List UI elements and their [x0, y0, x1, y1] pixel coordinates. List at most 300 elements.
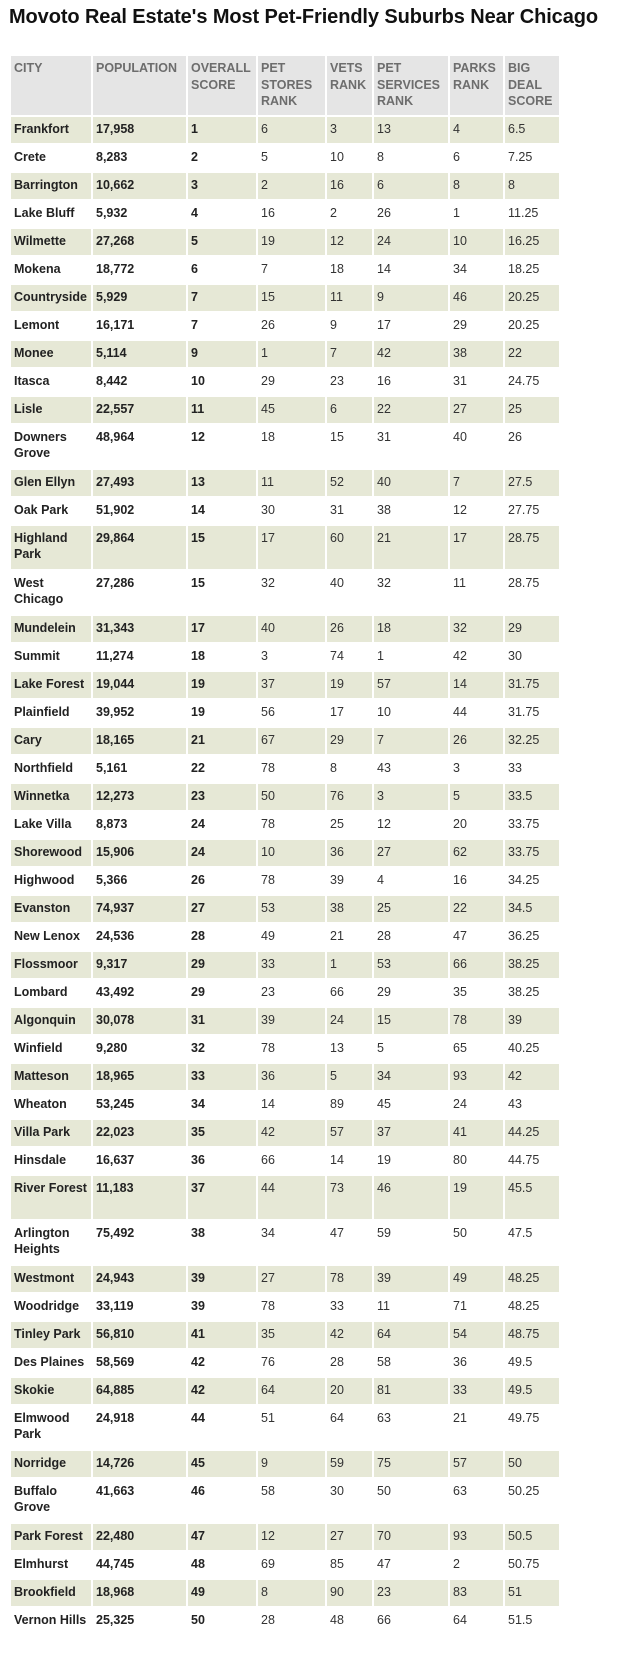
table-row: [10, 172, 560, 200]
table-row: [10, 228, 560, 256]
cell-population: 5,114: [92, 340, 187, 368]
cell-population: 18,165: [92, 727, 187, 755]
cell-vets-rank: 8: [326, 755, 373, 783]
cell-parks-rank: 24: [449, 1091, 504, 1119]
cell-pet-stores-rank: 53: [257, 895, 326, 923]
table-row: [10, 1063, 560, 1091]
table-row: [10, 1091, 560, 1119]
cell-pet-services-rank: 70: [373, 1523, 449, 1551]
cell-city: Shorewood: [10, 839, 92, 867]
cell-vets-rank: 16: [326, 172, 373, 200]
cell-pet-stores-rank: 26: [257, 312, 326, 340]
cell-parks-rank: 49: [449, 1265, 504, 1293]
cell-city: Summit: [10, 643, 92, 671]
cell-overall-score: 7: [187, 284, 257, 312]
cell-big-deal-score: 33.75: [504, 811, 560, 839]
cell-big-deal-score: 26: [504, 424, 560, 469]
cell-vets-rank: 21: [326, 923, 373, 951]
cell-big-deal-score: 48.25: [504, 1293, 560, 1321]
cell-vets-rank: 7: [326, 340, 373, 368]
cell-vets-rank: 11: [326, 284, 373, 312]
cell-vets-rank: 2: [326, 200, 373, 228]
cell-big-deal-score: 34.5: [504, 895, 560, 923]
cell-overall-score: 33: [187, 1063, 257, 1091]
cell-parks-rank: 62: [449, 839, 504, 867]
cell-overall-score: 15: [187, 570, 257, 615]
cell-vets-rank: 28: [326, 1349, 373, 1377]
cell-population: 33,119: [92, 1293, 187, 1321]
cell-parks-rank: 78: [449, 1007, 504, 1035]
table-row: [10, 424, 560, 469]
cell-big-deal-score: 43: [504, 1091, 560, 1119]
cell-city: Crete: [10, 144, 92, 172]
cell-population: 27,493: [92, 469, 187, 497]
cell-parks-rank: 65: [449, 1035, 504, 1063]
cell-vets-rank: 9: [326, 312, 373, 340]
cell-parks-rank: 12: [449, 497, 504, 525]
cell-pet-services-rank: 46: [373, 1175, 449, 1220]
table-row: [10, 1265, 560, 1293]
cell-parks-rank: 80: [449, 1147, 504, 1175]
cell-vets-rank: 27: [326, 1523, 373, 1551]
cell-parks-rank: 44: [449, 699, 504, 727]
cell-pet-services-rank: 29: [373, 979, 449, 1007]
cell-city: Itasca: [10, 368, 92, 396]
cell-pet-stores-rank: 9: [257, 1450, 326, 1478]
cell-pet-services-rank: 31: [373, 424, 449, 469]
cell-overall-score: 29: [187, 951, 257, 979]
cell-overall-score: 42: [187, 1349, 257, 1377]
cell-city: Highland Park: [10, 525, 92, 570]
cell-overall-score: 45: [187, 1450, 257, 1478]
cell-pet-services-rank: 47: [373, 1551, 449, 1579]
cell-pet-services-rank: 43: [373, 755, 449, 783]
cell-pet-services-rank: 45: [373, 1091, 449, 1119]
cell-pet-services-rank: 81: [373, 1377, 449, 1405]
cell-pet-stores-rank: 28: [257, 1607, 326, 1652]
cell-population: 18,968: [92, 1579, 187, 1607]
cell-city: Plainfield: [10, 699, 92, 727]
cell-vets-rank: 52: [326, 469, 373, 497]
cell-pet-services-rank: 64: [373, 1321, 449, 1349]
cell-pet-services-rank: 19: [373, 1147, 449, 1175]
cell-parks-rank: 10: [449, 228, 504, 256]
cell-pet-services-rank: 11: [373, 1293, 449, 1321]
table-row: [10, 1175, 560, 1220]
cell-city: Downers Grove: [10, 424, 92, 469]
cell-overall-score: 44: [187, 1405, 257, 1450]
cell-city: Flossmoor: [10, 951, 92, 979]
cell-population: 8,442: [92, 368, 187, 396]
table-row: [10, 340, 560, 368]
cell-overall-score: 31: [187, 1007, 257, 1035]
cell-big-deal-score: 31.75: [504, 671, 560, 699]
table-row: [10, 144, 560, 172]
cell-overall-score: 12: [187, 424, 257, 469]
cell-overall-score: 14: [187, 497, 257, 525]
cell-population: 22,023: [92, 1119, 187, 1147]
cell-city: Des Plaines: [10, 1349, 92, 1377]
cell-city: Woodridge: [10, 1293, 92, 1321]
table-row: [10, 755, 560, 783]
cell-population: 24,536: [92, 923, 187, 951]
cell-big-deal-score: 33: [504, 755, 560, 783]
cell-pet-stores-rank: 64: [257, 1377, 326, 1405]
cell-city: River Forest: [10, 1175, 92, 1220]
cell-population: 24,918: [92, 1405, 187, 1450]
cell-city: Evanston: [10, 895, 92, 923]
page-title: Movoto Real Estate's Most Pet-Friendly Suburbs Near Chicago: [9, 6, 598, 28]
table-row: [10, 1321, 560, 1349]
cell-big-deal-score: 38.25: [504, 979, 560, 1007]
cell-vets-rank: 29: [326, 727, 373, 755]
cell-population: 58,569: [92, 1349, 187, 1377]
cell-big-deal-score: 22: [504, 340, 560, 368]
table-row: [10, 570, 560, 615]
cell-pet-services-rank: 23: [373, 1579, 449, 1607]
header-row: [10, 55, 560, 116]
cell-city: Winfield: [10, 1035, 92, 1063]
cell-pet-stores-rank: 12: [257, 1523, 326, 1551]
cell-city: Lake Forest: [10, 671, 92, 699]
cell-pet-services-rank: 6: [373, 172, 449, 200]
cell-parks-rank: 11: [449, 570, 504, 615]
cell-population: 22,480: [92, 1523, 187, 1551]
cell-pet-stores-rank: 3: [257, 643, 326, 671]
cell-pet-stores-rank: 78: [257, 1035, 326, 1063]
table-row: [10, 525, 560, 570]
column-header-vets-rank: VETS RANK: [326, 55, 373, 116]
cell-city: Buffalo Grove: [10, 1478, 92, 1523]
cell-city: Oak Park: [10, 497, 92, 525]
table-row: [10, 979, 560, 1007]
cell-pet-stores-rank: 78: [257, 867, 326, 895]
cell-pet-services-rank: 53: [373, 951, 449, 979]
cell-pet-services-rank: 66: [373, 1607, 449, 1652]
cell-parks-rank: 17: [449, 525, 504, 570]
cell-city: Villa Park: [10, 1119, 92, 1147]
cell-big-deal-score: 7.25: [504, 144, 560, 172]
cell-vets-rank: 14: [326, 1147, 373, 1175]
cell-big-deal-score: 18.25: [504, 256, 560, 284]
cell-vets-rank: 26: [326, 615, 373, 643]
cell-population: 75,492: [92, 1220, 187, 1265]
cell-population: 25,325: [92, 1607, 187, 1652]
table-row: [10, 1035, 560, 1063]
cell-pet-services-rank: 9: [373, 284, 449, 312]
cell-parks-rank: 47: [449, 923, 504, 951]
table-row: [10, 727, 560, 755]
cell-vets-rank: 31: [326, 497, 373, 525]
cell-parks-rank: 27: [449, 396, 504, 424]
cell-pet-services-rank: 22: [373, 396, 449, 424]
table-row: [10, 1405, 560, 1450]
cell-vets-rank: 85: [326, 1551, 373, 1579]
cell-population: 15,906: [92, 839, 187, 867]
cell-overall-score: 37: [187, 1175, 257, 1220]
cell-pet-stores-rank: 78: [257, 755, 326, 783]
cell-big-deal-score: 44.75: [504, 1147, 560, 1175]
cell-pet-stores-rank: 56: [257, 699, 326, 727]
cell-pet-services-rank: 39: [373, 1265, 449, 1293]
column-header-big-deal-score: BIG DEAL SCORE: [504, 55, 560, 116]
cell-parks-rank: 21: [449, 1405, 504, 1450]
pet-friendly-suburbs-table: [9, 54, 561, 1653]
cell-pet-services-rank: 25: [373, 895, 449, 923]
cell-pet-services-rank: 37: [373, 1119, 449, 1147]
cell-vets-rank: 40: [326, 570, 373, 615]
cell-pet-stores-rank: 6: [257, 116, 326, 144]
cell-population: 19,044: [92, 671, 187, 699]
cell-city: Elmhurst: [10, 1551, 92, 1579]
cell-population: 5,929: [92, 284, 187, 312]
cell-pet-stores-rank: 15: [257, 284, 326, 312]
cell-population: 16,171: [92, 312, 187, 340]
cell-big-deal-score: 44.25: [504, 1119, 560, 1147]
cell-vets-rank: 3: [326, 116, 373, 144]
cell-overall-score: 42: [187, 1377, 257, 1405]
cell-big-deal-score: 36.25: [504, 923, 560, 951]
cell-vets-rank: 57: [326, 1119, 373, 1147]
cell-parks-rank: 35: [449, 979, 504, 1007]
cell-vets-rank: 15: [326, 424, 373, 469]
cell-pet-services-rank: 40: [373, 469, 449, 497]
cell-big-deal-score: 30: [504, 643, 560, 671]
cell-parks-rank: 14: [449, 671, 504, 699]
cell-overall-score: 38: [187, 1220, 257, 1265]
cell-city: Elmwood Park: [10, 1405, 92, 1450]
cell-overall-score: 7: [187, 312, 257, 340]
cell-city: Wheaton: [10, 1091, 92, 1119]
table-row: [10, 1007, 560, 1035]
cell-parks-rank: 42: [449, 643, 504, 671]
cell-city: Arlington Heights: [10, 1220, 92, 1265]
cell-population: 12,273: [92, 783, 187, 811]
table-row: [10, 469, 560, 497]
cell-population: 11,274: [92, 643, 187, 671]
cell-city: Vernon Hills: [10, 1607, 92, 1652]
cell-population: 53,245: [92, 1091, 187, 1119]
table-row: [10, 200, 560, 228]
cell-overall-score: 34: [187, 1091, 257, 1119]
cell-population: 18,772: [92, 256, 187, 284]
cell-pet-services-rank: 50: [373, 1478, 449, 1523]
cell-pet-stores-rank: 33: [257, 951, 326, 979]
cell-population: 17,958: [92, 116, 187, 144]
cell-overall-score: 6: [187, 256, 257, 284]
cell-vets-rank: 60: [326, 525, 373, 570]
cell-big-deal-score: 6.5: [504, 116, 560, 144]
cell-pet-services-rank: 34: [373, 1063, 449, 1091]
cell-parks-rank: 5: [449, 783, 504, 811]
cell-parks-rank: 6: [449, 144, 504, 172]
cell-city: Lake Bluff: [10, 200, 92, 228]
cell-pet-stores-rank: 69: [257, 1551, 326, 1579]
cell-vets-rank: 38: [326, 895, 373, 923]
table-row: [10, 1220, 560, 1265]
table-row: [10, 116, 560, 144]
cell-city: Park Forest: [10, 1523, 92, 1551]
cell-big-deal-score: 28.75: [504, 525, 560, 570]
cell-city: Cary: [10, 727, 92, 755]
cell-pet-stores-rank: 16: [257, 200, 326, 228]
cell-big-deal-score: 8: [504, 172, 560, 200]
cell-pet-stores-rank: 50: [257, 783, 326, 811]
cell-vets-rank: 36: [326, 839, 373, 867]
cell-pet-stores-rank: 27: [257, 1265, 326, 1293]
cell-population: 16,637: [92, 1147, 187, 1175]
cell-pet-stores-rank: 44: [257, 1175, 326, 1220]
table-row: [10, 1147, 560, 1175]
cell-overall-score: 10: [187, 368, 257, 396]
cell-parks-rank: 19: [449, 1175, 504, 1220]
cell-overall-score: 23: [187, 783, 257, 811]
cell-city: Glen Ellyn: [10, 469, 92, 497]
cell-vets-rank: 89: [326, 1091, 373, 1119]
cell-vets-rank: 10: [326, 144, 373, 172]
cell-vets-rank: 1: [326, 951, 373, 979]
cell-parks-rank: 4: [449, 116, 504, 144]
cell-vets-rank: 23: [326, 368, 373, 396]
cell-population: 39,952: [92, 699, 187, 727]
cell-city: Wilmette: [10, 228, 92, 256]
cell-pet-services-rank: 4: [373, 867, 449, 895]
cell-overall-score: 32: [187, 1035, 257, 1063]
cell-vets-rank: 17: [326, 699, 373, 727]
cell-city: Monee: [10, 340, 92, 368]
cell-parks-rank: 50: [449, 1220, 504, 1265]
cell-big-deal-score: 34.25: [504, 867, 560, 895]
cell-overall-score: 28: [187, 923, 257, 951]
cell-pet-stores-rank: 49: [257, 923, 326, 951]
cell-overall-score: 15: [187, 525, 257, 570]
cell-overall-score: 3: [187, 172, 257, 200]
cell-overall-score: 13: [187, 469, 257, 497]
cell-pet-stores-rank: 1: [257, 340, 326, 368]
cell-vets-rank: 24: [326, 1007, 373, 1035]
table-row: [10, 867, 560, 895]
cell-parks-rank: 3: [449, 755, 504, 783]
cell-big-deal-score: 49.75: [504, 1405, 560, 1450]
cell-vets-rank: 19: [326, 671, 373, 699]
cell-parks-rank: 16: [449, 867, 504, 895]
cell-pet-services-rank: 5: [373, 1035, 449, 1063]
cell-city: West Chicago: [10, 570, 92, 615]
cell-population: 43,492: [92, 979, 187, 1007]
cell-pet-services-rank: 59: [373, 1220, 449, 1265]
cell-vets-rank: 64: [326, 1405, 373, 1450]
cell-population: 48,964: [92, 424, 187, 469]
table-row: [10, 368, 560, 396]
cell-big-deal-score: 50: [504, 1450, 560, 1478]
cell-big-deal-score: 48.75: [504, 1321, 560, 1349]
cell-pet-services-rank: 57: [373, 671, 449, 699]
cell-city: Winnetka: [10, 783, 92, 811]
table-row: [10, 1551, 560, 1579]
cell-parks-rank: 29: [449, 312, 504, 340]
table-row: [10, 951, 560, 979]
cell-parks-rank: 31: [449, 368, 504, 396]
cell-population: 27,286: [92, 570, 187, 615]
cell-pet-services-rank: 63: [373, 1405, 449, 1450]
cell-parks-rank: 34: [449, 256, 504, 284]
cell-city: Northfield: [10, 755, 92, 783]
cell-vets-rank: 76: [326, 783, 373, 811]
cell-vets-rank: 59: [326, 1450, 373, 1478]
cell-vets-rank: 39: [326, 867, 373, 895]
cell-pet-stores-rank: 7: [257, 256, 326, 284]
cell-overall-score: 39: [187, 1265, 257, 1293]
cell-population: 9,317: [92, 951, 187, 979]
cell-parks-rank: 7: [449, 469, 504, 497]
column-header-overall-score: OVERALL SCORE: [187, 55, 257, 116]
cell-population: 44,745: [92, 1551, 187, 1579]
cell-big-deal-score: 49.5: [504, 1377, 560, 1405]
cell-vets-rank: 78: [326, 1265, 373, 1293]
cell-parks-rank: 83: [449, 1579, 504, 1607]
cell-population: 5,161: [92, 755, 187, 783]
cell-pet-stores-rank: 23: [257, 979, 326, 1007]
table-row: [10, 1119, 560, 1147]
cell-city: Lombard: [10, 979, 92, 1007]
cell-overall-score: 26: [187, 867, 257, 895]
cell-parks-rank: 2: [449, 1551, 504, 1579]
cell-pet-services-rank: 38: [373, 497, 449, 525]
cell-pet-stores-rank: 29: [257, 368, 326, 396]
cell-pet-services-rank: 3: [373, 783, 449, 811]
cell-overall-score: 18: [187, 643, 257, 671]
cell-pet-stores-rank: 76: [257, 1349, 326, 1377]
cell-vets-rank: 5: [326, 1063, 373, 1091]
table-row: [10, 1377, 560, 1405]
cell-big-deal-score: 38.25: [504, 951, 560, 979]
cell-pet-stores-rank: 45: [257, 396, 326, 424]
cell-pet-stores-rank: 2: [257, 172, 326, 200]
cell-overall-score: 24: [187, 811, 257, 839]
cell-parks-rank: 57: [449, 1450, 504, 1478]
cell-pet-services-rank: 15: [373, 1007, 449, 1035]
cell-parks-rank: 41: [449, 1119, 504, 1147]
cell-parks-rank: 38: [449, 340, 504, 368]
cell-overall-score: 11: [187, 396, 257, 424]
cell-parks-rank: 66: [449, 951, 504, 979]
cell-parks-rank: 54: [449, 1321, 504, 1349]
cell-pet-services-rank: 14: [373, 256, 449, 284]
cell-pet-stores-rank: 5: [257, 144, 326, 172]
cell-parks-rank: 63: [449, 1478, 504, 1523]
table-row: [10, 923, 560, 951]
cell-pet-stores-rank: 78: [257, 811, 326, 839]
cell-pet-services-rank: 10: [373, 699, 449, 727]
cell-pet-services-rank: 13: [373, 116, 449, 144]
cell-vets-rank: 30: [326, 1478, 373, 1523]
cell-big-deal-score: 49.5: [504, 1349, 560, 1377]
cell-population: 27,268: [92, 228, 187, 256]
cell-pet-stores-rank: 66: [257, 1147, 326, 1175]
cell-pet-services-rank: 28: [373, 923, 449, 951]
cell-parks-rank: 1: [449, 200, 504, 228]
table-row: [10, 497, 560, 525]
table-row: [10, 284, 560, 312]
cell-city: Hinsdale: [10, 1147, 92, 1175]
cell-big-deal-score: 16.25: [504, 228, 560, 256]
cell-overall-score: 21: [187, 727, 257, 755]
cell-population: 22,557: [92, 396, 187, 424]
table-row: [10, 1349, 560, 1377]
table-row: [10, 839, 560, 867]
cell-overall-score: 27: [187, 895, 257, 923]
cell-overall-score: 41: [187, 1321, 257, 1349]
